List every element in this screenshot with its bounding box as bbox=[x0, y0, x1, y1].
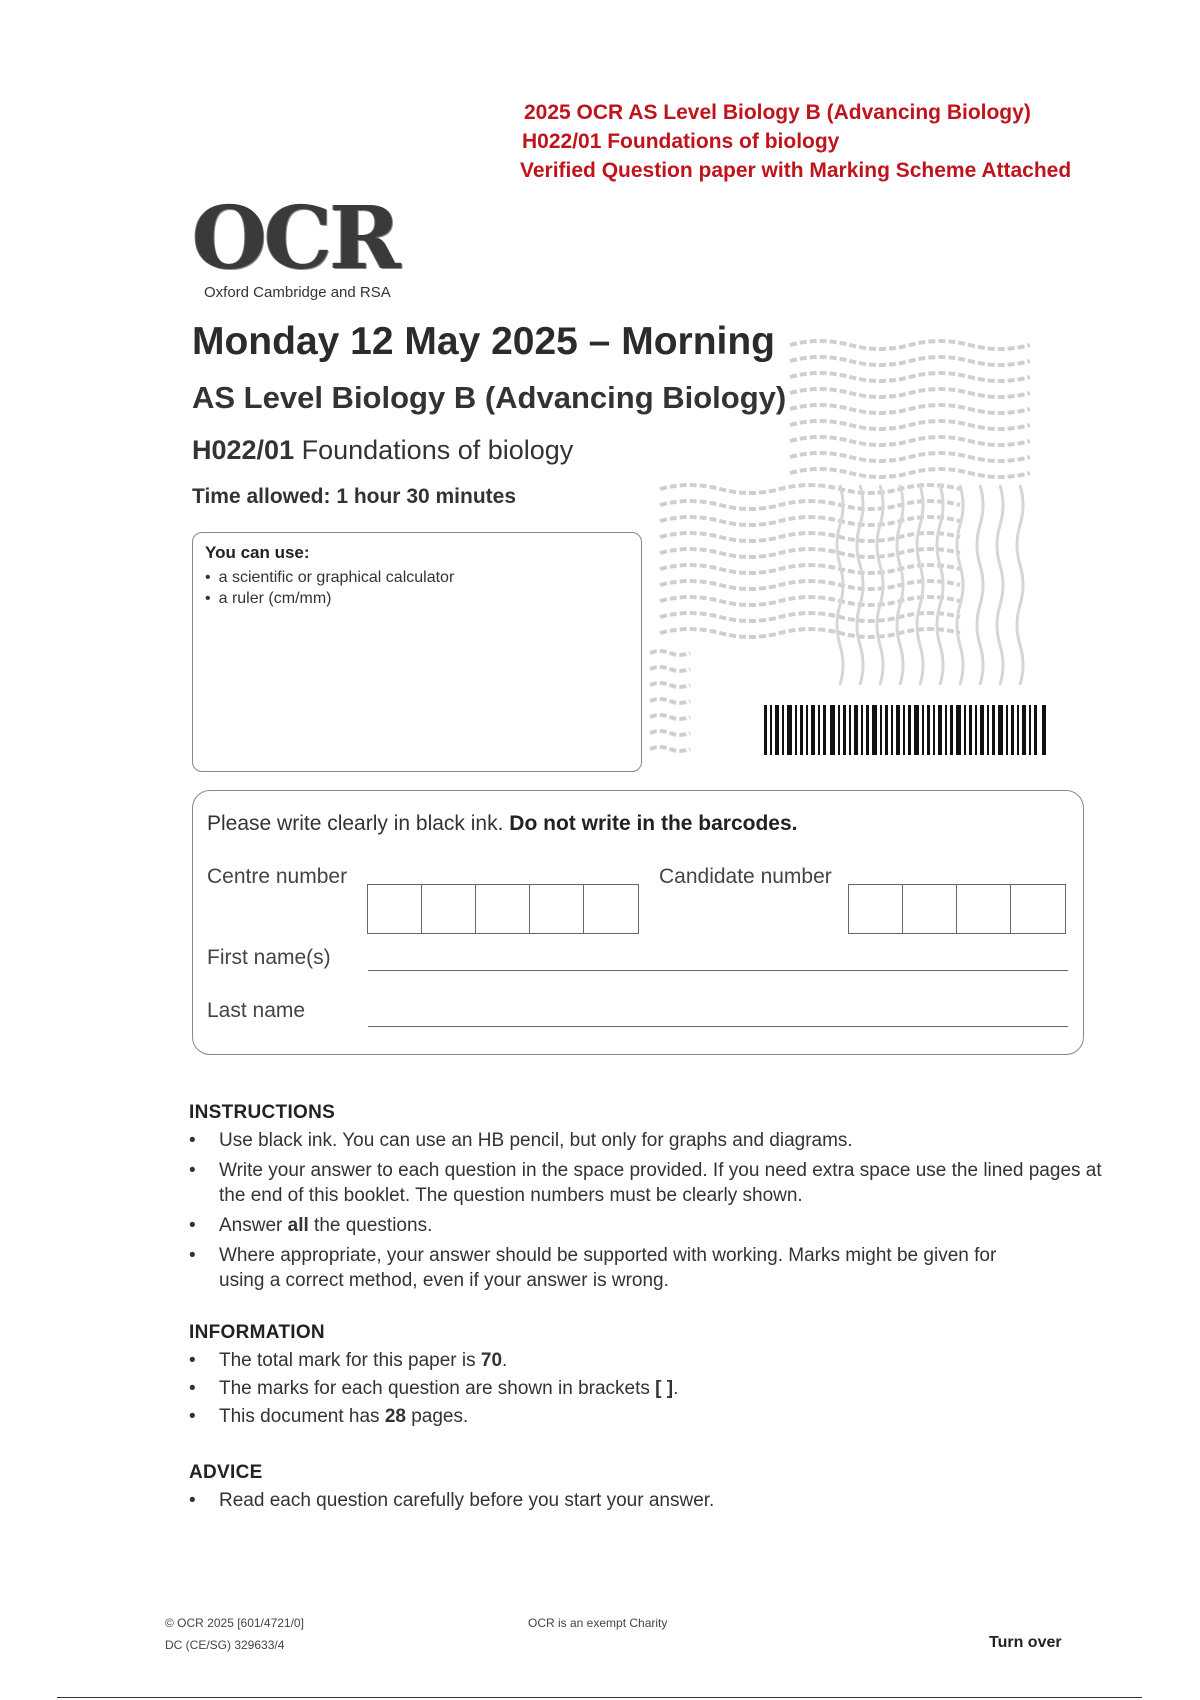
information-heading: INFORMATION bbox=[189, 1322, 325, 1343]
equipment-heading: You can use: bbox=[205, 543, 310, 562]
banner-line-3: Verified Question paper with Marking Scheme Attached bbox=[520, 159, 1072, 182]
information-text: The total mark for this paper is bbox=[219, 1350, 481, 1371]
instruction-item: • Use black ink. You can use an HB pencil, but only for graphs and diagrams. bbox=[189, 1128, 1109, 1153]
page-bottom-rule bbox=[57, 1697, 1142, 1698]
centre-digit-box[interactable] bbox=[368, 885, 422, 933]
instruction-text: Answer bbox=[219, 1215, 288, 1236]
instruction-text: the questions. bbox=[308, 1215, 433, 1236]
charity-note: OCR is an exempt Charity bbox=[528, 1616, 668, 1630]
candidate-digit-box[interactable] bbox=[849, 885, 903, 933]
centre-number-field[interactable] bbox=[367, 884, 639, 934]
instruction-item bbox=[189, 1213, 1109, 1238]
information-text: This document has bbox=[219, 1406, 385, 1427]
information-emphasis: 28 bbox=[384, 1406, 406, 1427]
exam-paper bbox=[192, 435, 573, 466]
centre-digit-box[interactable] bbox=[476, 885, 530, 933]
banner-line-1: 2025 OCR AS Level Biology B (Advancing Biology) bbox=[524, 101, 1031, 124]
equipment-box bbox=[192, 532, 642, 772]
instruction-item: • Write your answer to each question in the space provided. If you need extra space use the lined pages at the end of this booklet. The question numbers must be clearly shown. bbox=[189, 1158, 1109, 1208]
candidate-digit-box[interactable] bbox=[903, 885, 957, 933]
candidate-digit-box[interactable] bbox=[1011, 885, 1065, 933]
instruction-bold: Do not write in the barcodes. bbox=[509, 812, 798, 835]
information-text: pages. bbox=[405, 1406, 469, 1427]
copyright-text: © OCR 2025 [601/4721/0] bbox=[165, 1616, 304, 1630]
paper-code: H022/01 bbox=[192, 435, 295, 465]
centre-digit-box[interactable] bbox=[584, 885, 638, 933]
centre-digit-box[interactable] bbox=[422, 885, 476, 933]
instructions-heading: INSTRUCTIONS bbox=[189, 1102, 336, 1123]
exam-date: Monday 12 May 2025 – Morning bbox=[192, 320, 776, 363]
information-text: . bbox=[502, 1350, 508, 1371]
equipment-item: • a scientific or graphical calculator bbox=[205, 567, 454, 588]
first-name-field[interactable] bbox=[368, 970, 1068, 971]
candidate-number-label: Candidate number bbox=[659, 865, 832, 888]
first-name-label: First name(s) bbox=[207, 946, 331, 969]
instruction-item: • Where appropriate, your answer should be supported with working. Marks might be given for using a correct method, even if your answer is wrong. bbox=[189, 1243, 1019, 1293]
document-code: DC (CE/SG) 329633/4 bbox=[165, 1638, 285, 1652]
advice-list bbox=[189, 1488, 1109, 1513]
information-emphasis: 70 bbox=[480, 1350, 503, 1371]
ocr-logo: OCR bbox=[192, 188, 398, 289]
instruction-plain: Please write clearly in black ink. bbox=[207, 812, 504, 835]
turn-over-label: Turn over bbox=[989, 1634, 1062, 1651]
equipment-item: • a ruler (cm/mm) bbox=[205, 588, 454, 609]
information-item bbox=[189, 1348, 1109, 1373]
centre-number-label: Centre number bbox=[207, 865, 348, 888]
candidate-number-field[interactable] bbox=[848, 884, 1066, 934]
information-section bbox=[189, 1322, 1109, 1434]
advice-section bbox=[189, 1462, 1109, 1518]
information-item bbox=[189, 1404, 1109, 1429]
centre-digit-box[interactable] bbox=[530, 885, 584, 933]
information-list bbox=[189, 1348, 1109, 1429]
information-text: The marks for each question are shown in brackets bbox=[219, 1378, 656, 1399]
advice-item: • Read each question carefully before you start your answer. bbox=[189, 1488, 1109, 1513]
document-banner bbox=[520, 98, 1160, 185]
footer-left bbox=[165, 1612, 304, 1656]
last-name-label: Last name bbox=[207, 999, 306, 1022]
information-item bbox=[189, 1376, 1109, 1401]
advice-heading: ADVICE bbox=[189, 1462, 263, 1483]
candidate-digit-box[interactable] bbox=[957, 885, 1011, 933]
barcode bbox=[762, 703, 1052, 759]
instructions-list bbox=[189, 1128, 1109, 1293]
logo-tagline: Oxford Cambridge and RSA bbox=[204, 284, 391, 301]
instructions-section bbox=[189, 1102, 1109, 1298]
last-name-field[interactable] bbox=[368, 1026, 1068, 1027]
time-allowed: Time allowed: 1 hour 30 minutes bbox=[192, 485, 517, 508]
instruction-emphasis: all bbox=[287, 1215, 309, 1236]
information-text: . bbox=[673, 1378, 679, 1399]
banner-line-2: H022/01 Foundations of biology bbox=[522, 130, 840, 153]
exam-subject: AS Level Biology B (Advancing Biology) bbox=[192, 380, 787, 415]
candidate-instruction bbox=[207, 812, 798, 836]
paper-title: Foundations of biology bbox=[301, 435, 574, 465]
equipment-list bbox=[205, 567, 454, 609]
information-emphasis: [ ] bbox=[655, 1378, 674, 1399]
